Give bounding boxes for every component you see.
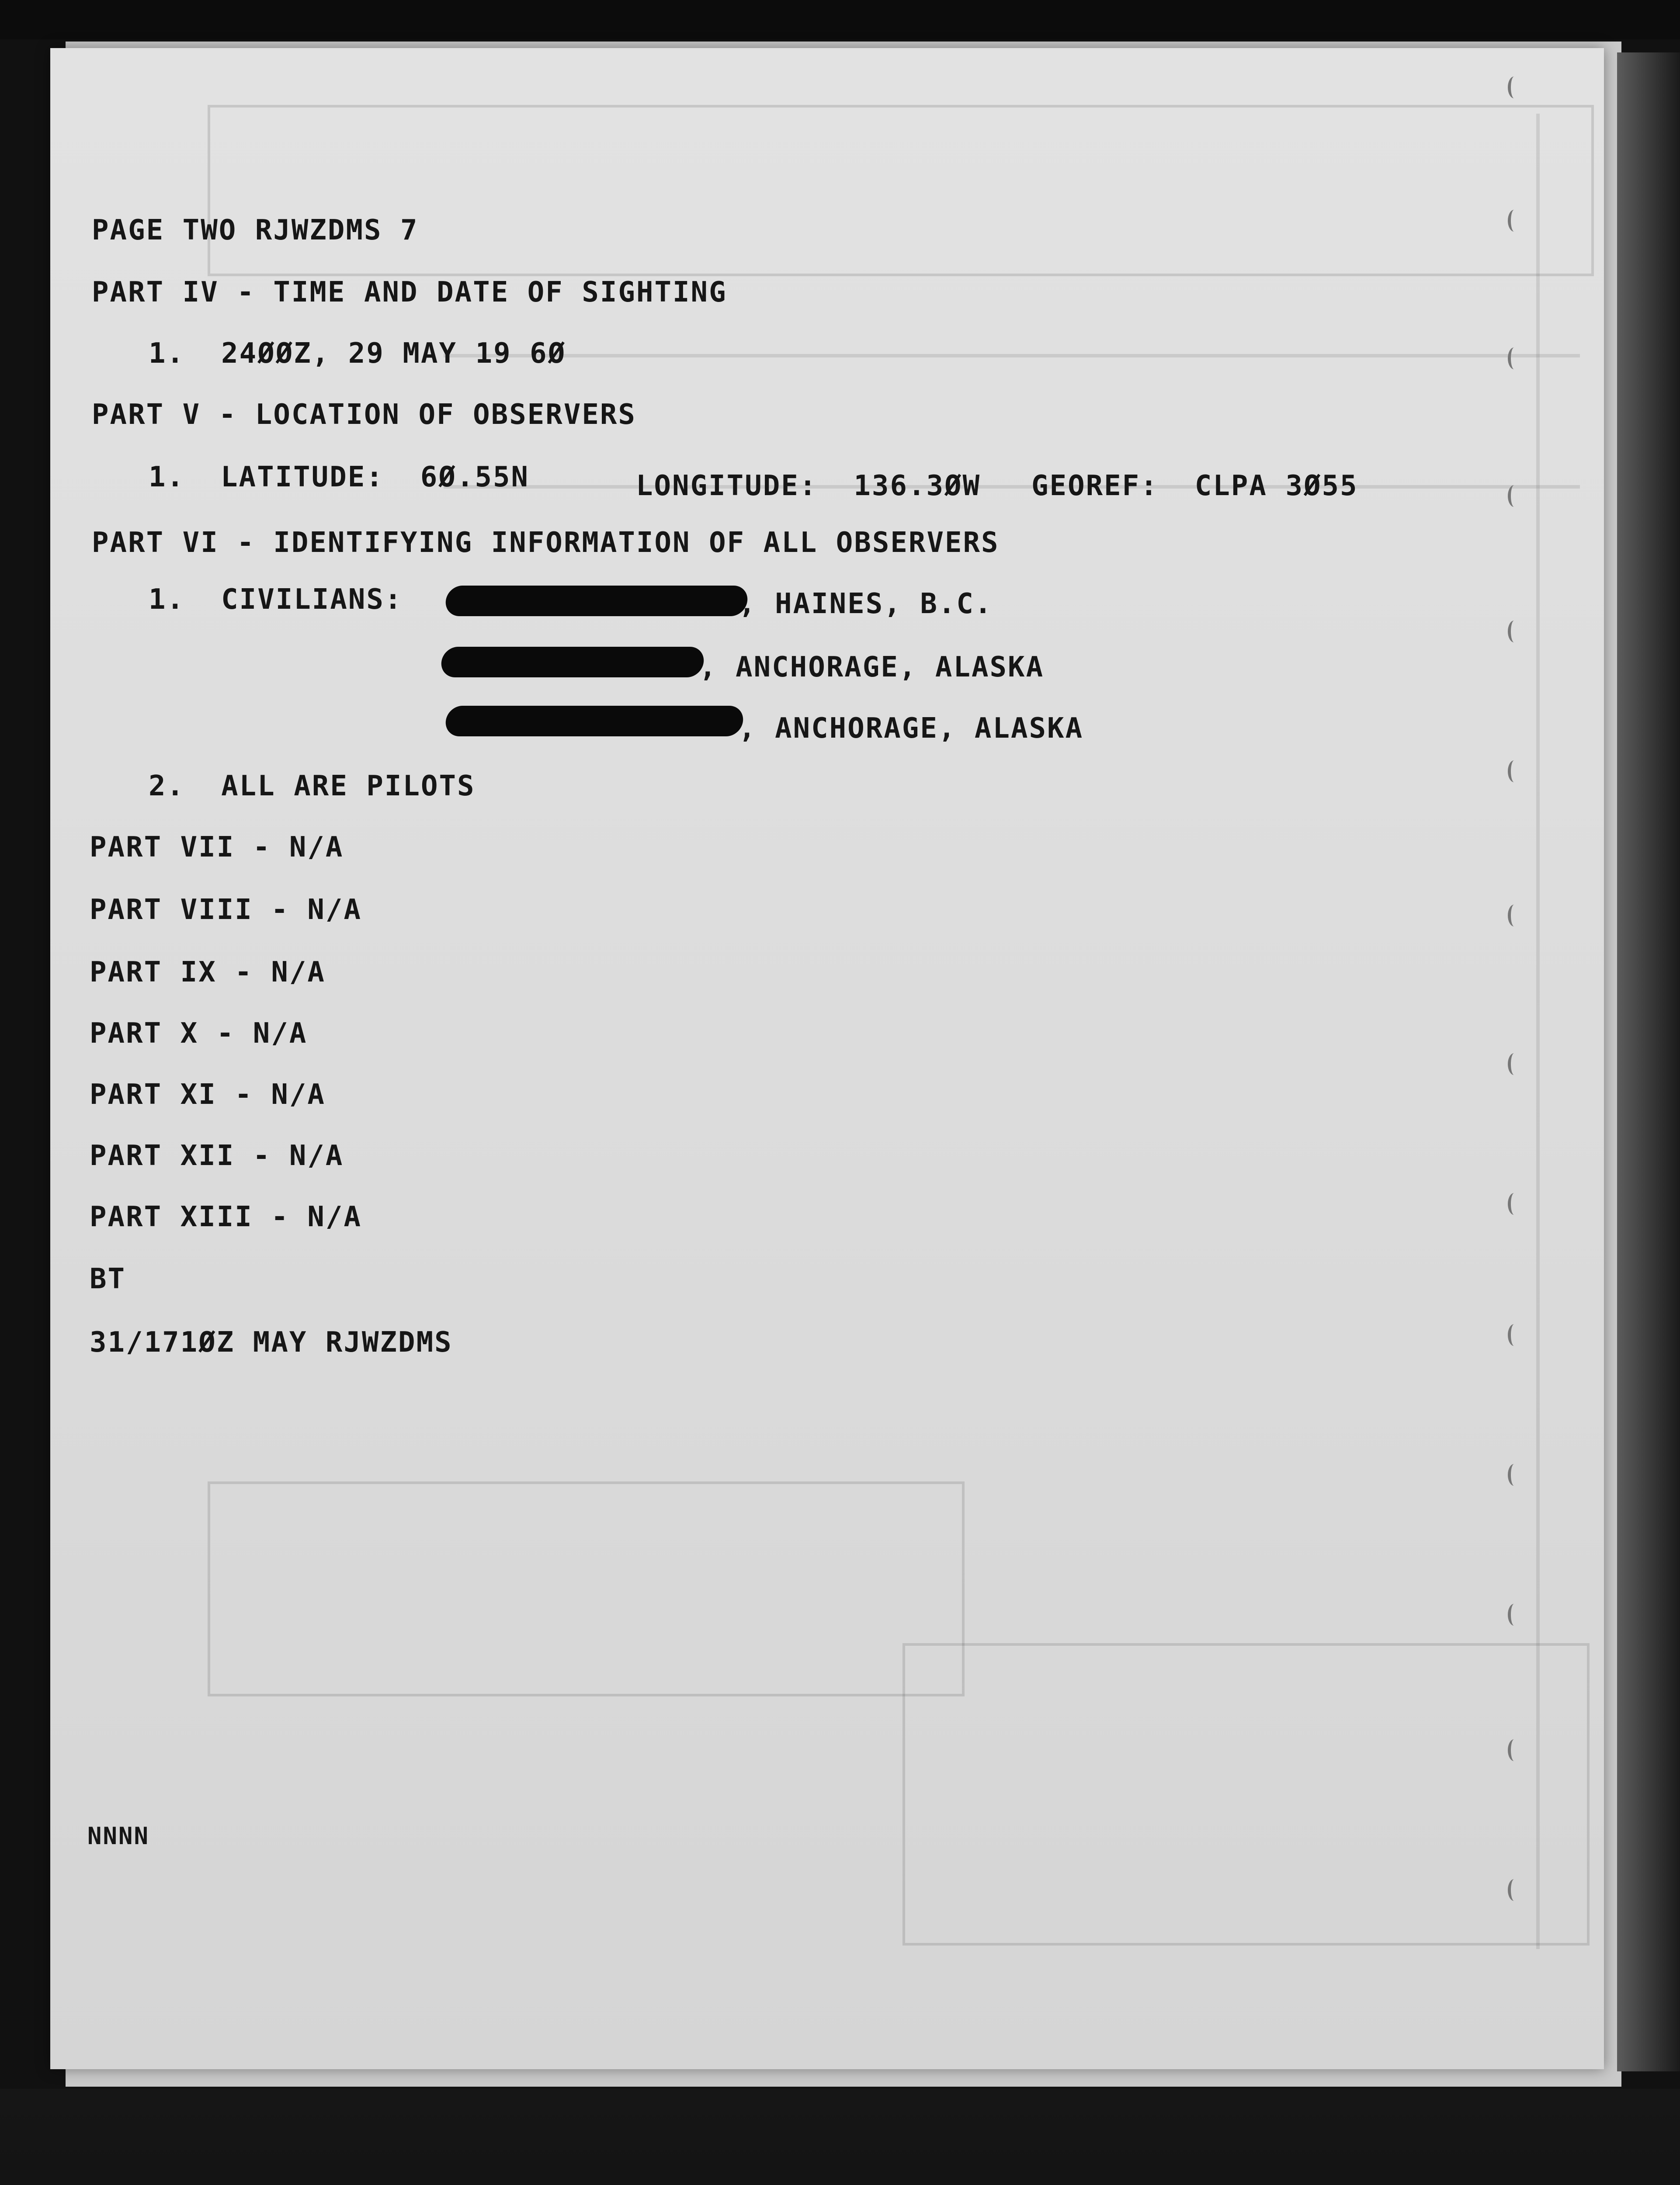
film-border-bottom [0,2089,1680,2185]
date-time-group: 31/171ØZ MAY RJWZDMS [90,1326,453,1359]
punch-hole [1508,76,1520,98]
part-x: PART X - N/A [90,1017,308,1050]
form-bleed-line [444,354,1580,357]
redaction-bar [440,647,705,677]
civilians-label: 1. CIVILIANS: [149,583,403,616]
form-bleed-box [208,105,1594,276]
break-marker: BT [90,1263,126,1295]
film-border-top [0,0,1680,39]
punch-hole [1508,1879,1520,1901]
end-of-message: NNNN [87,1822,150,1850]
observer-location-1: , HAINES, B.C. [739,588,993,620]
part-viii: PART VIII - N/A [90,894,362,926]
form-bleed-line [444,485,1580,489]
latitude: LATITUDE: 6Ø.55N [221,461,530,493]
form-bleed-box [208,1481,965,1696]
redaction-bar [444,706,744,736]
part-xi: PART XI - N/A [90,1079,326,1111]
observer-location-2: , ANCHORAGE, ALASKA [699,651,1045,683]
page-header: PAGE TWO RJWZDMS 7 [92,214,419,246]
form-bleed-line [1536,114,1540,1949]
punch-hole [1508,1604,1520,1626]
punch-hole [1508,1739,1520,1761]
part-iv-heading: PART IV - TIME AND DATE OF SIGHTING [92,276,727,309]
longitude: LONGITUDE: 136.3ØW [636,470,981,502]
punch-hole [1508,1464,1520,1486]
punch-hole [1508,485,1520,507]
punch-hole [1508,1053,1520,1075]
redaction-bar [444,586,749,616]
part-v-heading: PART V - LOCATION OF OBSERVERS [92,399,636,431]
punch-hole [1508,621,1520,642]
part-vi-heading: PART VI - IDENTIFYING INFORMATION OF ALL OBSERVERS [92,527,1000,559]
punch-hole [1508,347,1520,369]
film-shadow-right [1617,52,1680,2071]
punch-hole [1508,1193,1520,1215]
part-xii: PART XII - N/A [90,1140,344,1172]
punch-hole [1508,210,1520,232]
observer-location-3: , ANCHORAGE, ALASKA [739,712,1084,745]
part-vii: PART VII - N/A [90,831,344,864]
part-ix: PART IX - N/A [90,956,326,988]
part-xiii: PART XIII - N/A [90,1201,362,1233]
pilots-note: 2. ALL ARE PILOTS [149,770,476,802]
punch-hole [1508,905,1520,926]
sighting-datetime: 1. 24ØØZ, 29 MAY 19 6Ø [149,337,566,370]
form-bleed-box [902,1643,1590,1946]
georef: GEOREF: CLPA 3Ø55 [1031,470,1358,502]
punch-hole [1508,1324,1520,1346]
location-item-number: 1. [149,461,185,493]
punch-hole [1508,760,1520,782]
